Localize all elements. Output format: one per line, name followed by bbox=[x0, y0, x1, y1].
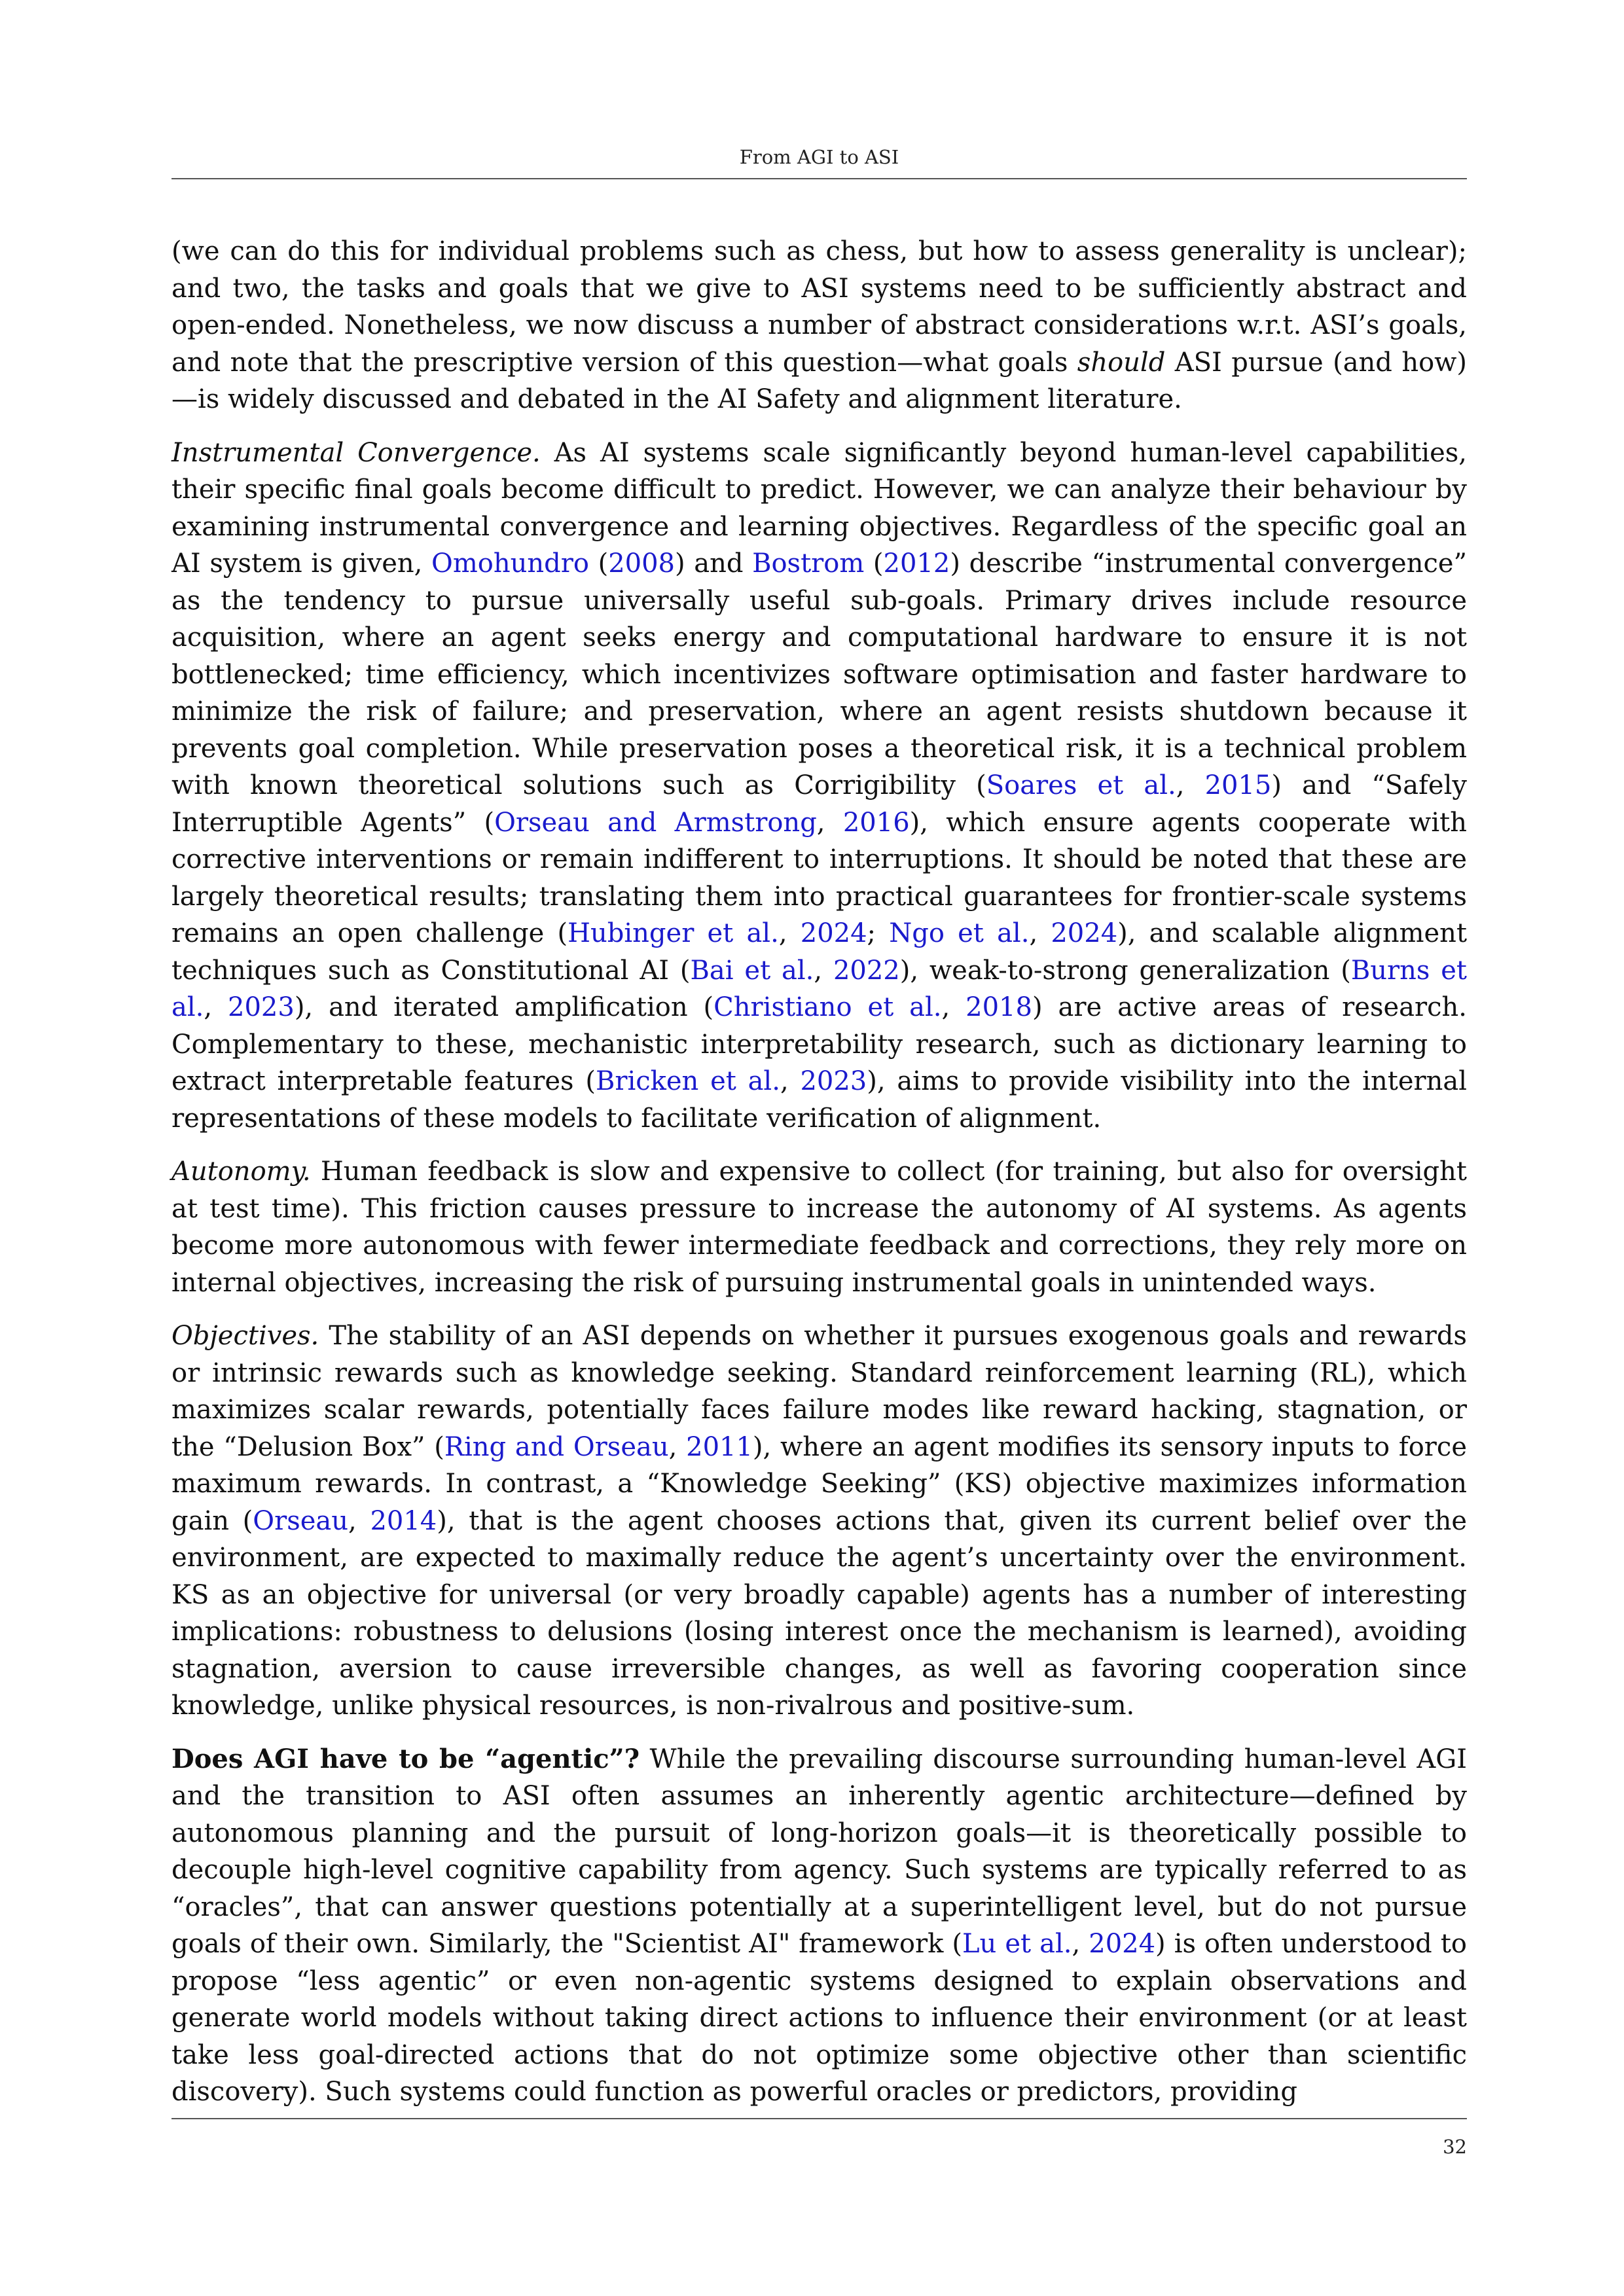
citation-link[interactable]: Hubinger et al. bbox=[568, 918, 779, 948]
text-run: The stability of an ASI depends on whether it pursues exogenous goals and rewards or intrinsic rewards such as knowledge seeking. Standard reinforcement learning (RL), which maximizes scalar rewards, potentially faces failure modes like reward hacking, stagnation, or the “Delusion Box” ( bbox=[171, 1321, 1467, 1462]
text-run: , bbox=[1029, 918, 1051, 948]
citation-link[interactable]: Bostrom bbox=[752, 548, 865, 579]
text-run: ) are active areas of research. Complementary to these, mechanistic interpretability research, such as dictionary learning to extract interpretable features ( bbox=[171, 992, 1467, 1096]
paragraph-heading: Objectives. bbox=[171, 1321, 319, 1351]
citation-link[interactable]: 2015 bbox=[1204, 770, 1272, 800]
paragraph-goals bbox=[171, 233, 1467, 418]
citation-link[interactable]: 2016 bbox=[842, 807, 910, 838]
paragraph-agentic bbox=[171, 1741, 1467, 2111]
text-run: ), which ensure agents cooperate with corrective interventions or remain indifferent to interruptions. It should be noted that these are largely theoretical results; translating them into practical guarantees for frontier-scale systems remains an open challenge ( bbox=[171, 807, 1467, 948]
text-run: ), and scalable alignment techniques such as Constitutional AI ( bbox=[171, 918, 1468, 986]
footer-rule bbox=[171, 2118, 1467, 2119]
text-run: ), and iterated amplification ( bbox=[294, 992, 714, 1022]
citation-link[interactable]: Bai et al. bbox=[690, 955, 814, 986]
text-run: (we can do this for individual problems such as chess, but how to assess generality is unclear); and two, the tasks and goals that we give to ASI systems need to be sufficiently abstract and open-ended. Nonetheless, we now discuss a number of abstract considerations w.r.t. ASI’s goals, and note that the prescriptive version of this question—what goals bbox=[171, 236, 1467, 378]
citation-link[interactable]: 2008 bbox=[608, 548, 675, 579]
running-header: From AGI to ASI bbox=[739, 146, 899, 168]
text-run: ) is often understood to propose “less agentic” or even non-agentic systems designed to explain observations and generate world models without taking direct actions to influence their environment (or at least take less goal-directed actions that do not optimize some objective other than scientific discovery). Such systems could function as powerful oracles or predictors, providing bbox=[171, 1929, 1467, 2107]
citation-link[interactable]: Christiano et al. bbox=[713, 992, 942, 1022]
body-text bbox=[171, 233, 1467, 2127]
citation-link[interactable]: Soares et al. bbox=[986, 770, 1176, 800]
text-run: ) and “Safely Interruptible Agents” ( bbox=[171, 770, 1467, 838]
text-run: , bbox=[1072, 1929, 1089, 1959]
page-number: 32 bbox=[1443, 2136, 1467, 2158]
text-run: , bbox=[941, 992, 966, 1022]
citation-link[interactable]: 2018 bbox=[965, 992, 1032, 1022]
text-run: ( bbox=[588, 548, 609, 579]
citation-link[interactable]: 2023 bbox=[800, 1066, 867, 1096]
paragraph-objectives bbox=[171, 1318, 1467, 1725]
citation-link[interactable]: Omohundro bbox=[431, 548, 589, 579]
text-run: , bbox=[816, 807, 843, 838]
citation-link[interactable]: 2011 bbox=[686, 1431, 753, 1462]
paragraph-heading: Instrumental Convergence. bbox=[171, 437, 541, 468]
text-run: ), aims to provide visibility into the internal representations of these models to facilitate verification of alignment. bbox=[171, 1066, 1468, 1134]
citation-link[interactable]: 2014 bbox=[370, 1505, 437, 1536]
citation-link[interactable]: Burns et al. bbox=[171, 955, 1467, 1022]
text-run: As AI systems scale significantly beyond human-level capabilities, their specific final goals become difficult to predict. However, we can analyze their behaviour by examining instrumental convergence and learning objectives. Regardless of the specific goal an AI system is given, bbox=[171, 437, 1467, 579]
citation-link[interactable]: Orseau and Armstrong bbox=[494, 807, 817, 838]
text-run: , bbox=[668, 1431, 687, 1462]
citation-link[interactable]: Lu et al. bbox=[962, 1929, 1072, 1959]
paragraph-heading: Autonomy. bbox=[171, 1157, 311, 1187]
text-run: , bbox=[780, 1066, 801, 1096]
text-run: Human feedback is slow and expensive to collect (for training, but also for oversight at test time). This friction causes pressure to increase the autonomy of AI systems. As agents become more autonomous with fewer intermediate feedback and corrections, they rely more on internal objectives, increasing the risk of pursuing instrumental goals in unintended ways. bbox=[171, 1157, 1467, 1298]
citation-link[interactable]: 2022 bbox=[833, 955, 900, 986]
text-run: , bbox=[1176, 770, 1205, 800]
citation-link[interactable]: Bricken et al. bbox=[595, 1066, 780, 1096]
citation-link[interactable]: 2024 bbox=[1089, 1929, 1156, 1959]
citation-link[interactable]: 2012 bbox=[883, 548, 950, 579]
text-run: ), that is the agent chooses actions that, given its current belief over the environment, are expected to maximally reduce the agent’s uncertainty over the environment. KS as an objective for universal (or very broadly capable) agents has a number of interesting implications: robustness to delusions (losing interest once the mechanism is learned), avoiding stagnation, aversion to cause irreversible changes, as well as favoring cooperation since knowledge, unlike physical resources, is non-rivalrous and positive-sum. bbox=[171, 1505, 1468, 1721]
citation-link[interactable]: Ring and Orseau bbox=[444, 1431, 669, 1462]
text-run: , bbox=[204, 992, 228, 1022]
text-run: , bbox=[348, 1505, 370, 1536]
paragraph-heading: Does AGI have to be “agentic”? bbox=[171, 1743, 640, 1774]
paragraph-instrumental-convergence bbox=[171, 435, 1467, 1138]
citation-link[interactable]: Ngo et al. bbox=[889, 918, 1030, 948]
text-run: ) describe “instrumental convergence” as the tendency to pursue universally useful sub-goals. Primary drives include resource acquisition, where an agent seeks energy and computational hardware to ensure it is not bottlenecked; time efficiency, which incentivizes software optimisation and faster hardware to minimize the risk of failure; and preservation, where an agent resists shutdown because it prevents goal completion. While preservation poses a theoretical risk, it is a technical problem with known theoretical solutions such as Corrigibility ( bbox=[171, 548, 1468, 800]
text-run: , bbox=[778, 918, 801, 948]
text-run: ), weak-to-strong generalization ( bbox=[899, 955, 1351, 986]
text-run: ), where an agent modifies its sensory inputs to force maximum rewards. In contrast, a “Knowledge Seeking” (KS) objective maximizes information gain ( bbox=[171, 1431, 1467, 1536]
citation-link[interactable]: 2024 bbox=[800, 918, 867, 948]
header-rule bbox=[171, 178, 1467, 179]
text-run: ( bbox=[864, 548, 884, 579]
paragraph-autonomy bbox=[171, 1153, 1467, 1301]
emphasis-should: should bbox=[1077, 347, 1166, 378]
text-run: ASI pursue (and how)—is widely discussed and debated in the AI Safety and alignment literature. bbox=[171, 347, 1468, 414]
citation-link[interactable]: 2024 bbox=[1051, 918, 1118, 948]
text-run: , bbox=[814, 955, 833, 986]
citation-link[interactable]: 2023 bbox=[228, 992, 295, 1022]
text-run: While the prevailing discourse surrounding human-level AGI and the transition to ASI often assumes an inherently agentic architecture—defined by autonomous planning and the pursuit of long-horizon goals—it is theoretically possible to decouple high-level cognitive capability from agency. Such systems are typically referred to as “oracles”, that can answer questions potentially at a superintelligent level, but do not pursue goals of their own. Similarly, the "Scientist AI" framework ( bbox=[171, 1744, 1467, 1959]
text-run: ) and bbox=[674, 548, 753, 579]
text-run: ; bbox=[867, 918, 890, 948]
citation-link[interactable]: Orseau bbox=[253, 1505, 349, 1536]
